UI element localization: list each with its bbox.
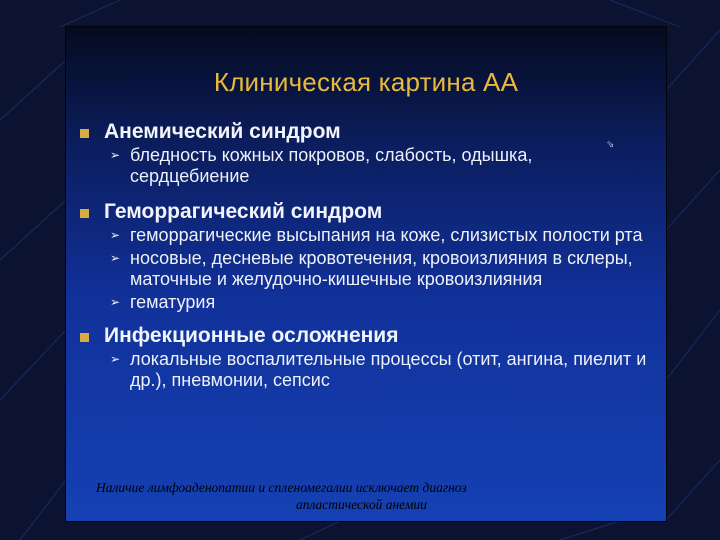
footnote-line-1: Наличие лимфоаденопатии и спленомегалии исключает диагноз [96,480,467,495]
section-items [80,349,662,391]
mouse-pointer-icon: ⇘ [606,139,615,150]
arrowhead-bullet-icon: ➢ [110,228,121,242]
arrowhead-bullet-icon: ➢ [110,295,121,309]
list-item [80,292,662,313]
list-item-text: бледность кожных покровов, слабость, одышка, сердцебиение [130,145,533,186]
slide [66,27,666,521]
section-items [80,225,662,313]
slide-content [80,119,662,393]
arrowhead-bullet-icon: ➢ [110,148,121,162]
section-hemorrhagic-syndrome [80,199,662,313]
section-infectious-complications [80,323,662,391]
list-item [80,248,662,290]
footnote [96,479,656,513]
list-item [80,145,662,187]
list-item-text: геморрагические высыпания на коже, слизистых полости рта [130,225,643,245]
list-item-text: локальные воспалительные процессы (отит, ангина, пиелит и др.), пневмонии, сепсис [130,349,647,390]
square-bullet-icon [80,333,89,342]
arrowhead-bullet-icon: ➢ [110,352,121,366]
section-title: Инфекционные осложнения [104,324,399,347]
footnote-line-2: апластической анемии [296,497,427,512]
slide-title: Клиническая картина АА [213,67,519,97]
section-anemic-syndrome [80,119,662,187]
list-item-text: гематурия [130,292,216,312]
list-item-text: носовые, десневые кровотечения, кровоизлияния в склеры, маточные и желудочно-кишечные кровоизлияния [130,248,633,289]
list-item [80,349,662,391]
list-item [80,225,662,246]
section-title: Анемический синдром [104,120,341,143]
square-bullet-icon [80,129,89,138]
section-title: Геморрагический синдром [104,200,383,223]
square-bullet-icon [80,209,89,218]
section-items [80,145,662,187]
arrowhead-bullet-icon: ➢ [110,251,121,265]
